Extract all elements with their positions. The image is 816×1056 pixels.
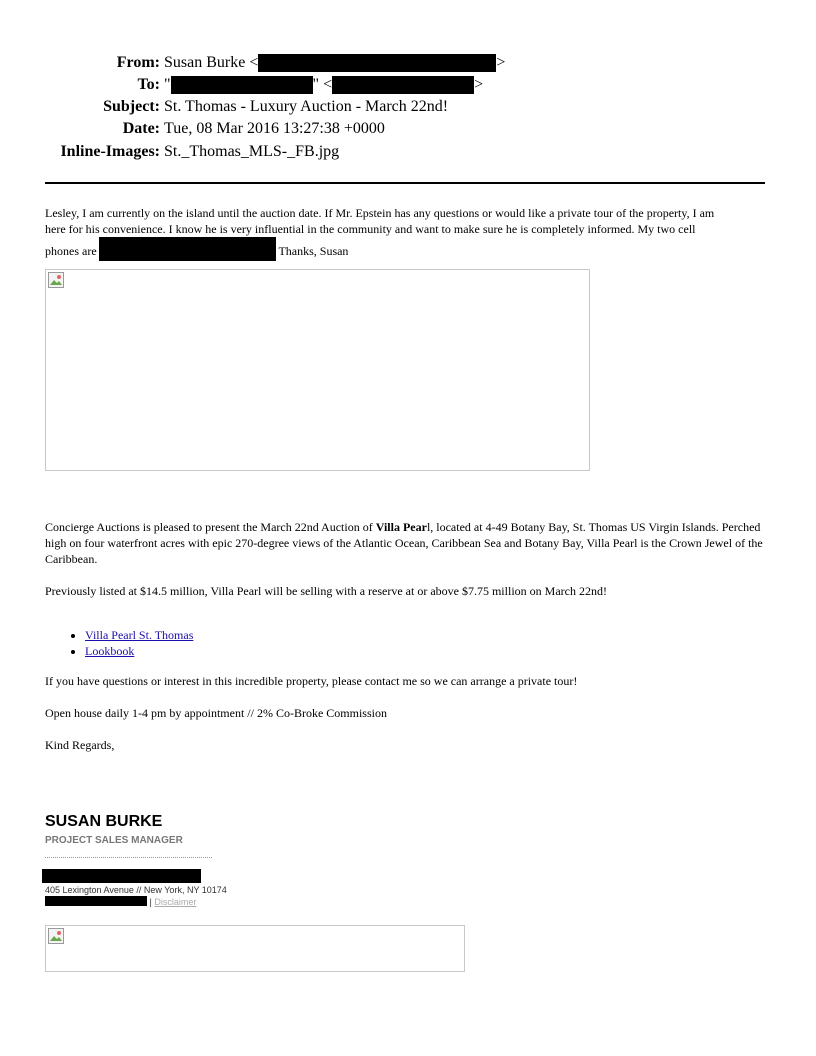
redacted-signature-contact [45, 896, 147, 906]
pricing-paragraph: Previously listed at $14.5 million, Villa Pearl will be selling with a reserve at or above $7.75 million on March 22nd! [45, 584, 607, 598]
date-label: Date: [122, 120, 160, 137]
property-links-list [45, 627, 193, 659]
signature-banner-image [45, 925, 465, 972]
redacted-recipient-name [171, 76, 313, 94]
header-from-row [0, 52, 816, 74]
villa-pearl-link[interactable]: Villa Pearl St. Thomas [85, 628, 194, 642]
signature-separator: | [147, 897, 155, 907]
intro-line-3-end: Thanks, Susan [275, 244, 349, 258]
open-house-paragraph: Open house daily 1-4 pm by appointment // 2% Co-Broke Commission [45, 706, 387, 720]
signature-name: SUSAN BURKE [45, 813, 163, 830]
list-item [85, 643, 193, 659]
to-label: To: [137, 76, 160, 93]
broken-image-icon [48, 928, 64, 944]
signature-contact-line [45, 896, 196, 908]
intro-line-1: Lesley, I am currently on the island until the auction date. If Mr. Epstein has any questions or would like a private tour of the property, I am [45, 206, 715, 220]
intro-line-3 [45, 237, 773, 261]
closing-line: Kind Regards, [45, 738, 115, 752]
to-open-quote: " [164, 76, 171, 93]
to-value [164, 74, 483, 96]
property-inline-image [45, 269, 590, 471]
signature-address: 405 Lexington Avenue // New York, NY 10174 [45, 885, 227, 895]
subject-value: St. Thomas - Luxury Auction - March 22nd! [164, 98, 449, 115]
redacted-sender-email [258, 54, 496, 72]
header-to-row [0, 74, 816, 96]
inline-images-label: Inline-Images: [60, 143, 160, 160]
signature-title: PROJECT SALES MANAGER [45, 835, 183, 846]
list-item [85, 627, 193, 643]
broken-image-icon [48, 272, 64, 288]
lookbook-link[interactable]: Lookbook [85, 644, 135, 658]
announcement-start: Concierge Auctions is pleased to present the March 22nd Auction of [45, 520, 376, 534]
to-close-quote: " < [312, 76, 333, 93]
date-value: Tue, 08 Mar 2016 13:27:38 +0000 [164, 120, 385, 137]
contact-paragraph: If you have questions or interest in this incredible property, please contact me so we can arrange a private tour! [45, 674, 578, 688]
header-date-row [0, 118, 816, 140]
intro-paragraph [45, 205, 773, 261]
signature-dotted-divider [45, 857, 212, 858]
to-close-bracket: > [474, 76, 484, 93]
villa-pearl-bold: Villa Pear [375, 520, 427, 534]
sender-name: Susan Burke < [164, 54, 259, 71]
subject-label: Subject: [103, 98, 160, 115]
inline-images-value: St._Thomas_MLS-_FB.jpg [164, 143, 340, 160]
from-close-bracket: > [496, 54, 506, 71]
announcement-paragraph [45, 519, 773, 567]
header-divider [45, 182, 765, 184]
disclaimer-link[interactable]: Disclaimer [154, 897, 197, 907]
redacted-phone-numbers [99, 237, 276, 261]
header-inline-images-row [0, 141, 816, 163]
from-label: From: [116, 54, 160, 71]
intro-line-3-start: phones are [45, 244, 97, 258]
redacted-signature-line [42, 869, 201, 883]
header-subject-row [0, 96, 816, 118]
redacted-recipient-email [332, 76, 474, 94]
intro-line-2: here for his convenience. I know he is very influential in the community and want to make sure he is completely informed. My two cell [45, 222, 696, 236]
from-value [164, 52, 505, 74]
announcement-end: l, located at 4-49 Botany Bay, St. Thomas US Virgin Islands. Perched high on four waterfront acres with epic 270-degree views of the Atlantic Ocean, Caribbean Sea and Botany Bay, Villa Pearl is the Crown Jewel of the Caribbean. [45, 520, 763, 566]
